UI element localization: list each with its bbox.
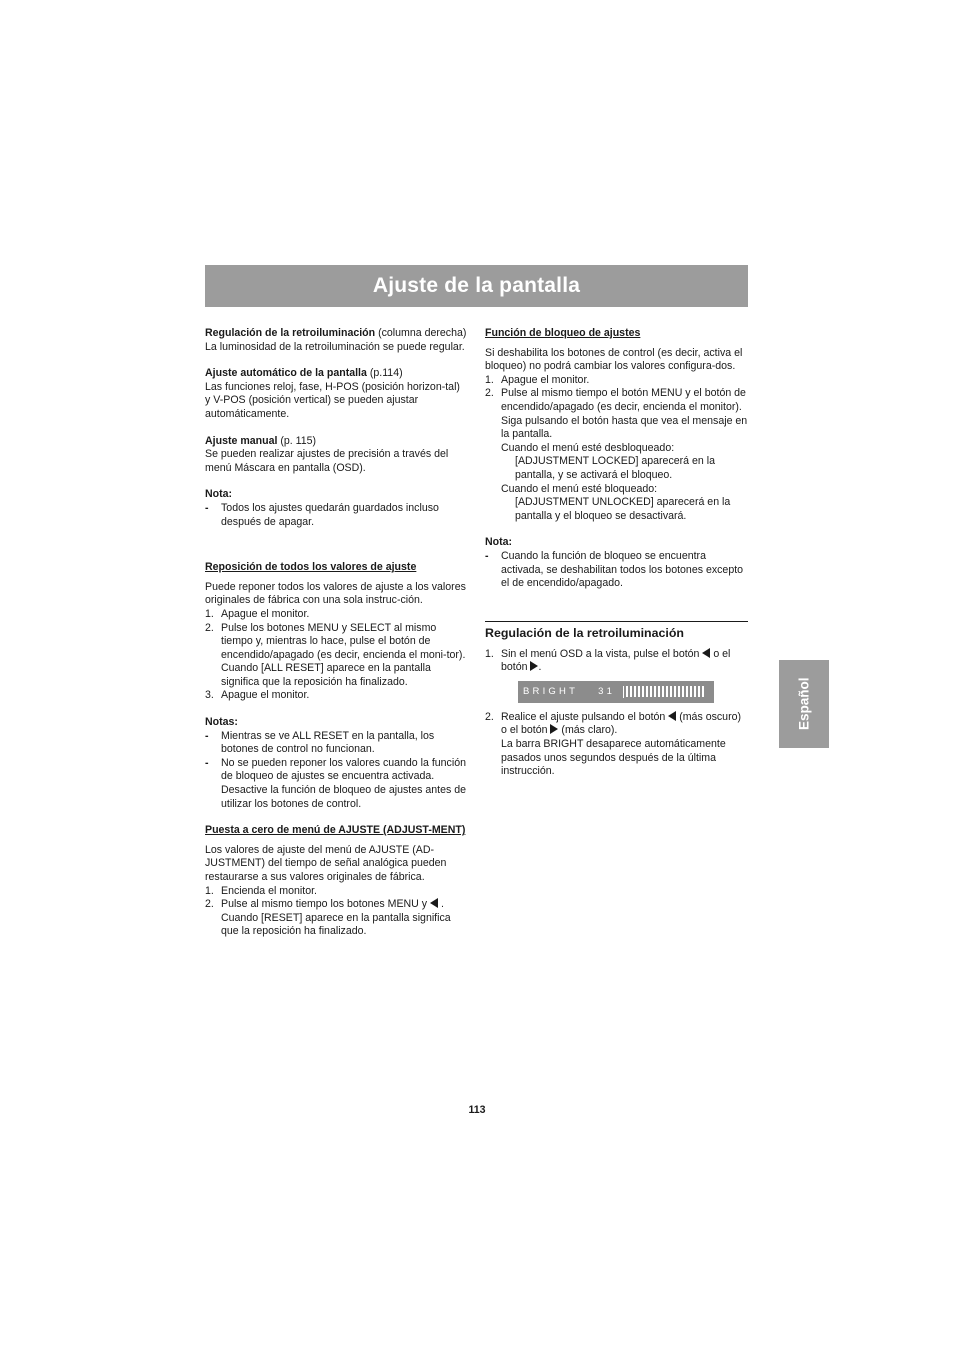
list-item: - No se pueden reponer los valores cuando la función de bloqueo de ajustes se encuentra activada. Desactive la función de bloqueo de ajustes antes de utilizar los botones de control. — [205, 756, 467, 810]
lock-intro: Si deshabilita los botones de control (es decir, activa el bloqueo) no podrá cambiar los valores configura-dos. — [485, 346, 743, 373]
meter-segment — [638, 686, 640, 697]
meter-segment — [698, 686, 700, 697]
auto-adjust-summary: Ajuste automático de la pantalla (p.114) — [205, 367, 403, 380]
title-bar — [205, 265, 748, 307]
lock-note-list — [485, 550, 748, 591]
list-item: 2. Pulse los botones MENU y SELECT al mismo tiempo y, mientras lo hace, pulse el botón de encendido/apagado (es decir, encienda el moni-tor). Cuando [ALL RESET] aparece en la pantalla significa que la reposición ha finalizado. — [205, 621, 466, 688]
meter-segment — [702, 686, 704, 697]
manual-adjust-text: Se pueden realizar ajustes de precisión a través del menú Máscara en pantalla (OSD). — [205, 448, 449, 474]
meter-segment — [682, 686, 684, 697]
meter-frame — [623, 686, 624, 698]
backlight-steps — [485, 648, 748, 675]
list-item: 1. Apague el monitor. — [205, 607, 310, 620]
list-item: 1. Encienda el monitor. — [205, 884, 317, 897]
list-item: 3. Apague el monitor. — [205, 689, 310, 702]
section-divider — [485, 621, 748, 642]
page-number: 113 — [468, 1104, 486, 1116]
manual-adjust-summary: Ajuste manual (p. 115) — [205, 434, 317, 447]
left-column — [205, 327, 468, 939]
meter-segment — [670, 686, 672, 697]
backlight-summary: Regulación de la retroiluminación (columna derecha) — [205, 327, 467, 339]
bright-label: BRIGHT — [523, 686, 579, 698]
adjust-reset-heading: Puesta a cero de menú de AJUSTE (ADJUST-MENT) — [205, 824, 466, 837]
meter-segment — [694, 686, 696, 697]
meter-segment — [650, 686, 652, 697]
meter-segment — [662, 686, 664, 697]
locked-text: [ADJUSTMENT UNLOCKED] aparecerá en la pantalla y el bloqueo se desactivará. — [515, 496, 731, 522]
language-tab-label: Español — [796, 677, 812, 731]
meter-segment — [646, 686, 648, 697]
page-title: Ajuste de la pantalla — [372, 274, 581, 298]
language-tab — [779, 660, 829, 748]
reset-steps — [205, 608, 468, 703]
meter-segment — [674, 686, 676, 697]
list-item: 2. Pulse al mismo tiempo los botones MENU y . Cuando [RESET] aparece en la pantalla significa que la reposición ha finalizado. — [205, 898, 451, 938]
reset-heading: Reposición de todos los valores de ajuste — [205, 561, 417, 574]
list-item: - Todos los ajustes quedarán guardados incluso después de apagar. — [205, 501, 439, 528]
bright-level-meter — [623, 686, 704, 698]
note-list — [205, 502, 468, 529]
reset-intro: Puede reponer todos los valores de ajuste a los valores originales de fábrica con una sola instruc-ción. — [205, 580, 466, 607]
left-triangle-icon — [430, 898, 438, 908]
list-item: 2. Pulse al mismo tiempo el botón MENU y el botón de encendido/apagado (es decir, encienda el monitor). Siga pulsando el botón hasta que vea el mensaje en la pantalla. — [485, 387, 748, 441]
unlocked-label: Cuando el menú esté desbloqueado: — [501, 441, 675, 454]
list-item: - Mientras se ve ALL RESET en la pantalla, los botones de control no funcionan. — [205, 729, 435, 756]
list-item: 1. Apague el monitor. — [485, 373, 590, 386]
bright-osd-bar — [518, 681, 714, 703]
meter-segment — [654, 686, 656, 697]
backlight-steps-2 — [485, 711, 748, 779]
list-item: 2. Realice el ajuste pulsando el botón (más oscuro) o el botón (más claro). La barra BRIGHT desaparece automáticamente pasados unos segundos después de la última instrucción. — [485, 710, 742, 778]
meter-segment — [686, 686, 688, 697]
adjust-reset-steps — [205, 885, 468, 939]
meter-segment — [690, 686, 692, 697]
note-label: Nota: — [205, 488, 233, 501]
lock-heading: Función de bloqueo de ajustes — [485, 327, 641, 339]
adjust-reset-intro: Los valores de ajuste del menú de AJUSTE (AD-JUSTMENT) del tiempo de señal analógica pueden restaurarse a sus valores originales de fábrica. — [205, 843, 447, 883]
auto-adjust-text: Las funciones reloj, fase, H-POS (posición horizon-tal) y V-POS (posición vertical) se pueden ajustar automáticamente. — [205, 380, 460, 420]
list-item: 1. Sin el menú OSD a la vista, pulse el botón o el botón . — [485, 647, 731, 674]
meter-segment — [678, 686, 680, 697]
meter-segment — [666, 686, 668, 697]
bright-value: 31 — [598, 686, 616, 698]
lock-steps — [485, 374, 748, 442]
meter-segment — [630, 686, 632, 697]
meter-segment — [658, 686, 660, 697]
notes-list — [205, 730, 468, 812]
meter-segment — [642, 686, 644, 697]
locked-label: Cuando el menú esté bloqueado: — [501, 482, 658, 495]
unlocked-text: [ADJUSTMENT LOCKED] aparecerá en la pantalla, y se activará el bloqueo. — [515, 455, 715, 481]
list-item: - Cuando la función de bloqueo se encuentra activada, se deshabilitan todos los botones excepto el de encendido/apagado. — [485, 549, 744, 590]
right-column — [485, 327, 748, 779]
meter-segment — [634, 686, 636, 697]
meter-segment — [626, 686, 628, 697]
notes-label: Notas: — [205, 716, 238, 729]
lock-note-label: Nota: — [485, 536, 513, 549]
backlight-heading: Regulación de la retroiluminación — [485, 625, 684, 640]
backlight-summary-text: La luminosidad de la retroiluminación se puede regular. — [205, 340, 465, 353]
